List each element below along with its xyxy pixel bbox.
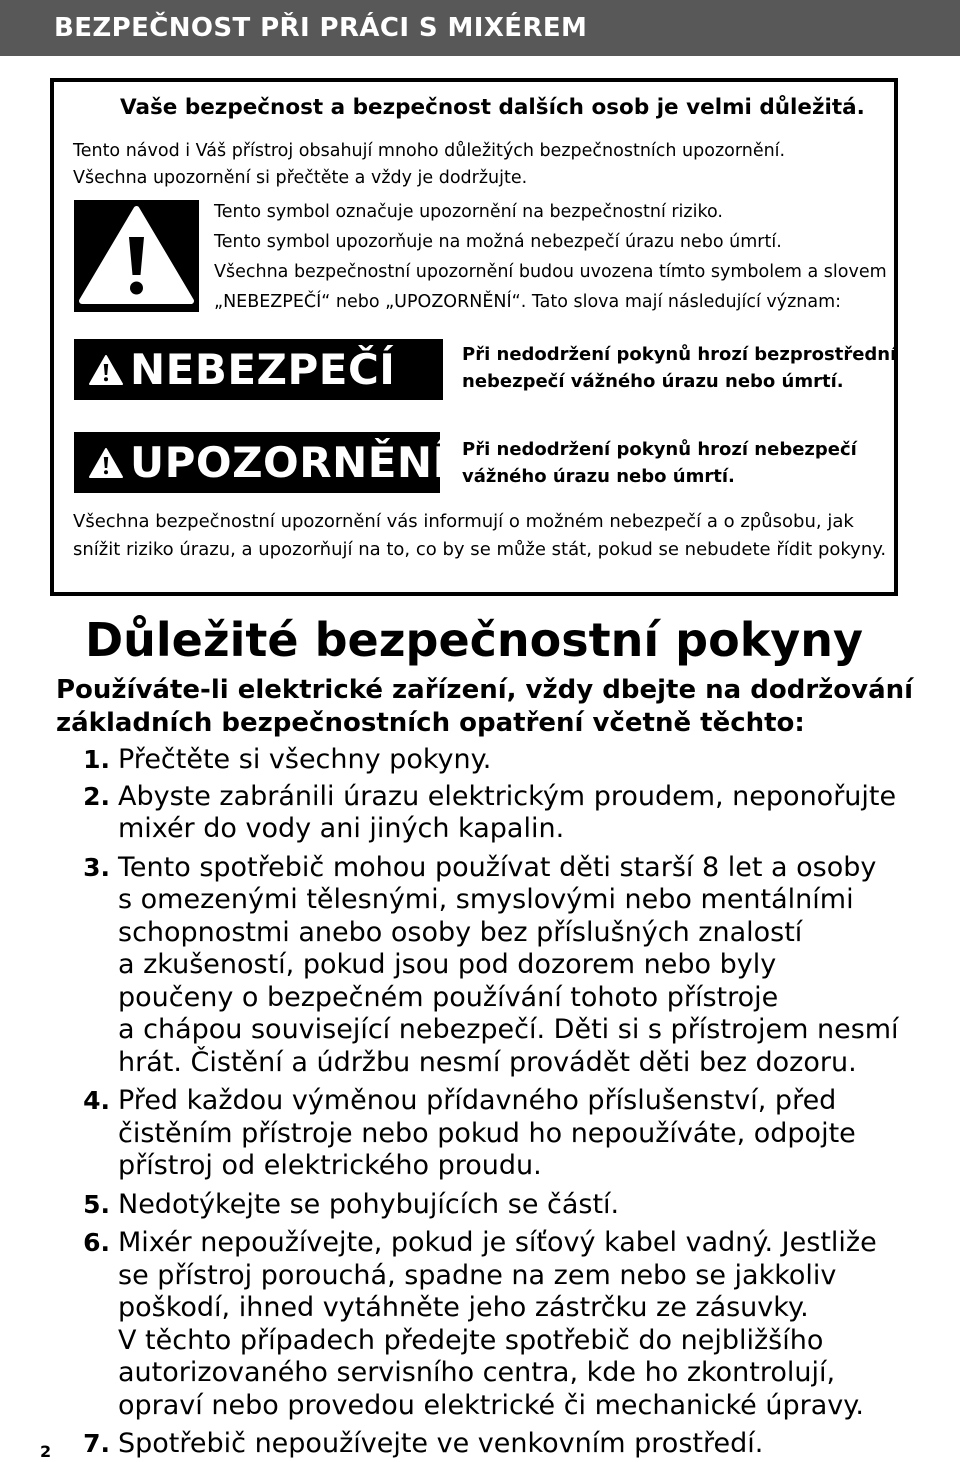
instruction-line: hrát. Čistění a údržbu nesmí provádět děti bez dozoru. bbox=[118, 1046, 857, 1078]
instruction-number: 3. bbox=[83, 852, 110, 882]
instruction-number: 6. bbox=[83, 1228, 110, 1257]
danger-description-line: nebezpečí vážného úrazu nebo úmrtí. bbox=[462, 371, 844, 392]
instruction-line: Nedotýkejte se pohybujících se částí. bbox=[118, 1188, 620, 1220]
instruction-number: 5. bbox=[83, 1189, 110, 1219]
warning-signal-label bbox=[74, 432, 449, 493]
instruction-line: poškodí, ihned vytáhněte jeho zástrčku ze zásuvky. bbox=[118, 1292, 809, 1323]
subtitle-line: Používáte-li elektrické zařízení, vždy dbejte na dodržování bbox=[56, 675, 914, 705]
instruction-number: 1. bbox=[83, 745, 110, 774]
instruction-number: 4. bbox=[83, 1086, 110, 1115]
safety-box-footer bbox=[73, 508, 886, 564]
symbol-line: Tento symbol označuje upozornění na bezpečnostní riziko. bbox=[214, 202, 723, 222]
instruction-item bbox=[0, 1085, 960, 1183]
instruction-line: mixér do vody ani jiných kapalin. bbox=[118, 813, 565, 844]
instruction-line: schopnostmi anebo osoby bez příslušných znalostí bbox=[118, 916, 803, 948]
instructions-title: Důležité bezpečnostní pokyny bbox=[84, 613, 864, 667]
symbol-line: Tento symbol upozorňuje na možná nebezpečí úrazu nebo úmrtí. bbox=[214, 232, 782, 252]
instruction-line: a chápou související nebezpečí. Děti si s přístrojem nesmí bbox=[118, 1014, 899, 1045]
instruction-line: Mixér nepoužívejte, pokud je síťový kabel vadný. Jestliže bbox=[118, 1227, 877, 1258]
intro-line: Tento návod i Váš přístroj obsahují mnoho důležitých bezpečnostních upozornění. bbox=[73, 141, 786, 161]
footer-line: snížit riziko úrazu, a upozorňují na to, co by se může stát, pokud se nebudete řídit pokyny. bbox=[73, 539, 887, 560]
instruction-line: čistěním přístroje nebo pokud ho nepoužíváte, odpojte bbox=[118, 1117, 856, 1149]
instruction-line: poučeny o bezpečném používání tohoto přístroje bbox=[118, 981, 779, 1013]
symbol-line: Všechna bezpečnostní upozornění budou uvozena tímto symbolem a slovem bbox=[214, 262, 887, 282]
instruction-item bbox=[0, 1428, 960, 1461]
instruction-line: autorizovaného servisního centra, kde ho zkontrolují, bbox=[118, 1357, 836, 1388]
danger-signal-label bbox=[74, 339, 443, 400]
instruction-line: a zkušeností, pokud jsou pod dozorem nebo byly bbox=[118, 949, 777, 980]
warning-triangle-icon bbox=[88, 354, 124, 386]
instruction-item bbox=[0, 781, 960, 846]
instructions-subtitle bbox=[56, 674, 913, 740]
instruction-line: V těchto případech předejte spotřebič do nejbližšího bbox=[118, 1324, 824, 1356]
instruction-item bbox=[0, 1189, 960, 1222]
warning-triangle-icon bbox=[74, 200, 199, 312]
instruction-line: se přístroj porouchá, spadne na zem nebo se jakkoliv bbox=[118, 1259, 837, 1291]
page-header-title: BEZPEČNOST PŘI PRÁCI S MIXÉREM bbox=[54, 13, 588, 43]
subtitle-line: základních bezpečnostních opatření včetně těchto: bbox=[56, 708, 805, 738]
symbol-explanation bbox=[214, 197, 887, 317]
instruction-line: opraví nebo provedou elektrické či mechanické úpravy. bbox=[118, 1389, 864, 1421]
warning-description-line: Při nedodržení pokynů hrozí nebezpečí bbox=[462, 439, 857, 460]
instruction-item bbox=[0, 744, 960, 777]
instruction-line: přístroj od elektrického proudu. bbox=[118, 1150, 542, 1181]
instruction-line: Přečtěte si všechny pokyny. bbox=[118, 744, 492, 775]
header-bar bbox=[0, 0, 960, 56]
danger-description-line: Při nedodržení pokynů hrozí bezprostřední bbox=[462, 344, 897, 365]
instruction-number: 2. bbox=[83, 781, 110, 811]
instruction-line: Spotřebič nepoužívejte ve venkovním prostředí. bbox=[118, 1428, 764, 1459]
instruction-item bbox=[0, 852, 960, 1080]
danger-description bbox=[462, 341, 896, 395]
instruction-list bbox=[0, 744, 960, 1461]
instruction-number: 7. bbox=[83, 1429, 110, 1458]
safety-box-heading: Vaše bezpečnost a bezpečnost dalších osob je velmi důležitá. bbox=[120, 95, 865, 120]
instruction-line: Tento spotřebič mohou používat děti starší 8 let a osoby bbox=[118, 851, 877, 883]
safety-intro bbox=[73, 138, 785, 192]
page-number: 2 bbox=[40, 1442, 52, 1461]
warning-triangle-icon bbox=[88, 447, 124, 479]
footer-line: Všechna bezpečnostní upozornění vás informují o možném nebezpečí a o způsobu, jak bbox=[73, 511, 854, 532]
warning-word: UPOZORNĚNÍ bbox=[130, 438, 449, 487]
instruction-line: Abyste zabránili úrazu elektrickým proudem, neponořujte bbox=[118, 780, 897, 812]
instruction-line: Před každou výměnou přídavného příslušenství, před bbox=[118, 1085, 837, 1116]
danger-word: NEBEZPEČÍ bbox=[130, 345, 396, 394]
instruction-item bbox=[0, 1227, 960, 1422]
warning-description bbox=[462, 436, 857, 490]
symbol-line: „NEBEZPEČÍ“ nebo „UPOZORNĚNÍ“. Tato slova mají následující význam: bbox=[214, 292, 842, 312]
instruction-line: s omezenými tělesnými, smyslovými nebo mentálními bbox=[118, 884, 854, 915]
intro-line: Všechna upozornění si přečtěte a vždy je dodržujte. bbox=[73, 168, 528, 188]
warning-description-line: vážného úrazu nebo úmrtí. bbox=[462, 466, 735, 487]
